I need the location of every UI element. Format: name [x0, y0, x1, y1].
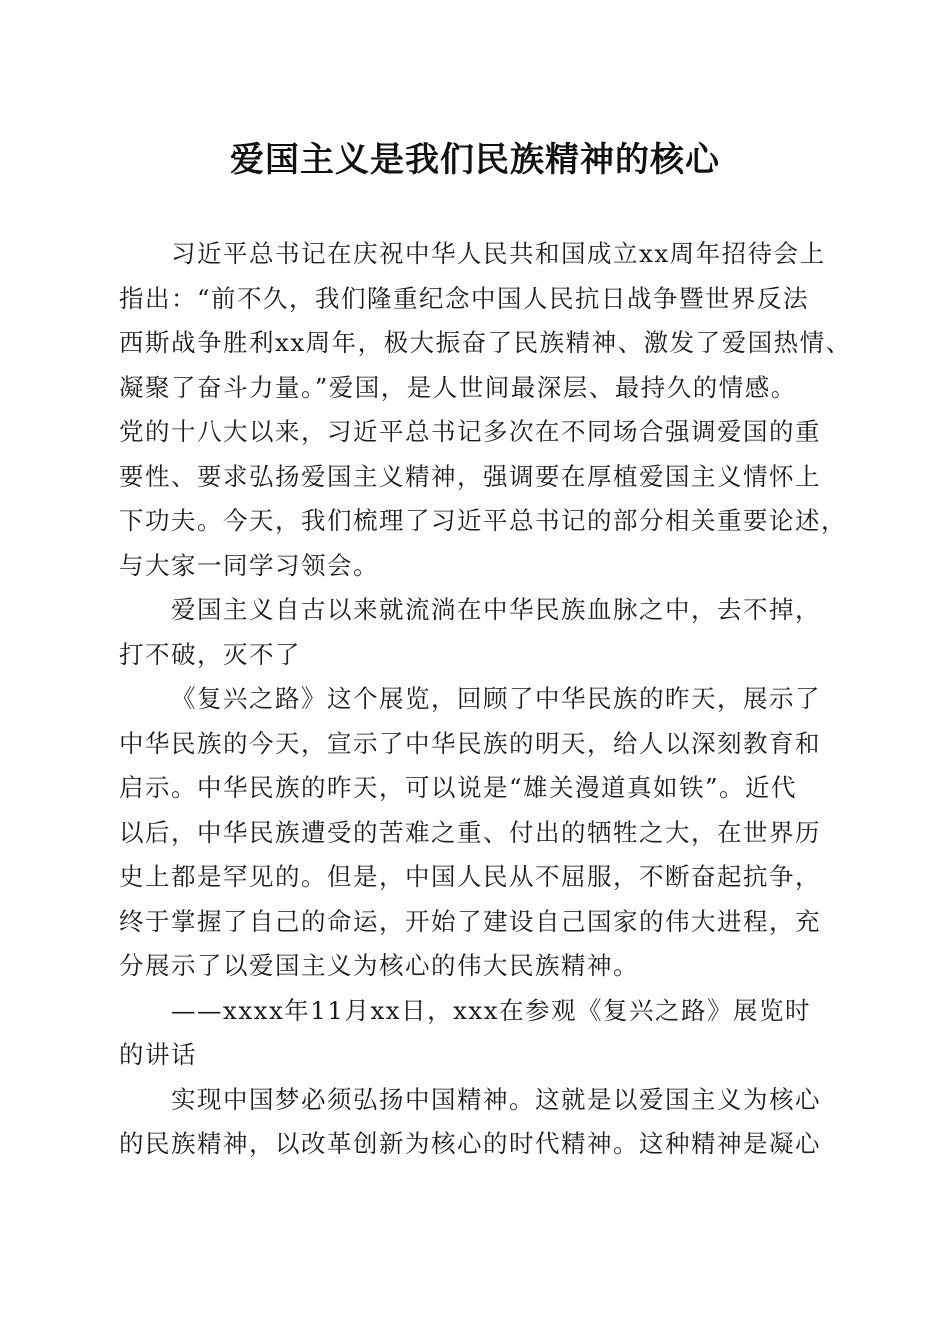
- text-line: 分展示了以爱国主义为核心的伟大民族精神。: [119, 951, 639, 980]
- text-line: 《复兴之路》这个展览，回顾了中华民族的昨天，展示了: [171, 684, 821, 713]
- text-line: 的民族精神，以改革创新为核心的时代精神。这种精神是凝心: [119, 1129, 821, 1158]
- text-line: 指出：“前不久，我们隆重纪念中国人民抗日战争暨世界反法: [119, 283, 810, 313]
- text-line: 以后，中华民族遭受的苦难之重、付出的牺牲之大，在世界历: [119, 817, 821, 847]
- document-body: [119, 232, 852, 1167]
- text-line: 终于掌握了自己的命运，开始了建设自己国家的伟大进程，充: [119, 906, 821, 936]
- text-line: 与大家一同学习领会。: [119, 550, 379, 580]
- text-line: 西斯战争胜利xx周年，极大振奋了民族精神、激发了爱国热情、: [119, 328, 852, 357]
- text-line: 实现中国梦必须弘扬中国精神。这就是以爱国主义为核心: [171, 1084, 821, 1114]
- text-line: 打不破，灭不了: [119, 639, 301, 669]
- text-line: 史上都是罕见的。但是，中国人民从不屈服，不断奋起抗争，: [119, 862, 821, 891]
- text-line: 的讲话: [119, 1040, 197, 1069]
- text-line: 要性、要求弘扬爱国主义精神，强调要在厚植爱国主义情怀上: [119, 461, 821, 491]
- text-line: 爱国主义自古以来就流淌在中华民族血脉之中，去不掉，: [171, 595, 821, 624]
- text-line: ——xxxx年11月xx日，xxx在参观《复兴之路》展览时: [171, 995, 812, 1025]
- text-line: 中华民族的今天，宣示了中华民族的明天，给人以深刻教育和: [119, 728, 821, 758]
- text-line: 习近平总书记在庆祝中华人民共和国成立xx周年招待会上: [171, 239, 826, 268]
- text-line: 党的十八大以来，习近平总书记多次在不同场合强调爱国的重: [119, 417, 821, 446]
- text-line: 启示。中华民族的昨天，可以说是“雄关漫道真如铁”。近代: [119, 773, 798, 802]
- text-line: 凝聚了奋斗力量。”爱国，是人世间最深层、最持久的情感。: [119, 372, 797, 402]
- text-line: 下功夫。今天，我们梳理了习近平总书记的部分相关重要论述，: [119, 506, 847, 535]
- document-title: 爱国主义是我们民族精神的核心: [230, 140, 720, 180]
